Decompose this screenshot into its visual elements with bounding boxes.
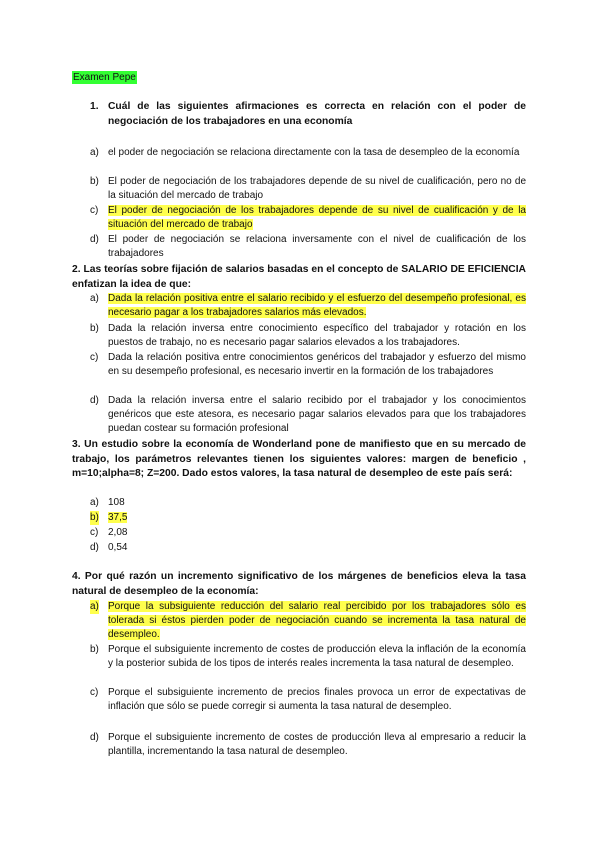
option-letter: b) — [90, 644, 99, 655]
option-text-highlighted: 37,5 — [108, 512, 128, 523]
option-text: El poder de negociación de los trabajadores depende de su nivel de cualificación, pero no de la situación del mercado de trabajo — [108, 176, 526, 202]
q1-option-b — [90, 175, 526, 203]
option-text: 0,54 — [108, 542, 128, 553]
option-letter: a) — [90, 497, 99, 508]
q1-option-a — [90, 146, 526, 160]
option-letter: a) — [90, 293, 99, 304]
option-letter: a) — [90, 600, 99, 614]
option-text: el poder de negociación se relaciona directamente con la tasa de desempleo de la economía — [108, 147, 520, 158]
option-text-highlighted: Dada la relación positiva entre el salario recibido y el esfuerzo del desempeño profesional, es necesario pagar a los trabajadores salarios más elevados. — [108, 293, 526, 319]
q1-option-d — [90, 233, 526, 261]
option-letter: d) — [90, 395, 99, 406]
q2-option-c — [90, 351, 526, 379]
option-letter: b) — [90, 176, 99, 187]
q4-option-b — [90, 643, 526, 671]
option-letter: d) — [90, 542, 99, 553]
option-letter: d) — [90, 732, 99, 743]
question-4: 4. Por qué razón un incremento significativo de los márgenes de beneficios eleva la tasa natural de desempleo de la economía: — [72, 571, 526, 597]
question-1-number: 1. — [90, 101, 99, 112]
q3-option-c — [90, 526, 208, 540]
document-title: Examen Pepe — [73, 72, 136, 83]
question-1 — [90, 100, 526, 129]
q3-option-b — [90, 511, 208, 525]
option-letter: c) — [90, 687, 99, 698]
option-letter: a) — [90, 147, 99, 158]
q3-option-a — [90, 496, 208, 510]
option-letter: b) — [90, 323, 99, 334]
option-text: Dada la relación positiva entre conocimientos genéricos del trabajador y esfuerzo del mismo en su desempeño profesional, es necesario invertir en la formación de los trabajadores — [108, 352, 526, 378]
option-letter: b) — [90, 511, 99, 525]
option-text: Porque el subsiguiente incremento de costes de producción eleva la inflación de la economía y la posterior subida de los tipos de interés reales incrementa la tasa natural de desempleo. — [108, 644, 526, 670]
q4-option-d — [90, 731, 526, 759]
q3-option-d — [90, 541, 208, 555]
option-letter: d) — [90, 234, 99, 245]
question-3: 3. Un estudio sobre la economía de Wonderland pone de manifiesto que en su mercado de trabajo, los parámetros relevantes tienen los siguientes valores: margen de beneficio , m=10;alpha=8; Z=200. Dado estos valores, la tasa natural de desempleo de este país será: — [72, 439, 526, 479]
option-text-highlighted: Porque la subsiguiente reducción del salario real percibido por los trabajadores sólo es tolerada si éstos pierden poder de negociación cuando se incrementa la tasa natural de desempleo. — [108, 601, 526, 641]
option-text: Porque el subsiguiente incremento de precios finales provoca un error de expectativas de inflación que sólo se puede corregir si aumenta la tasa natural de desempleo. — [108, 687, 526, 713]
option-text: 108 — [108, 497, 125, 508]
q4-option-c — [90, 686, 526, 714]
option-letter: c) — [90, 527, 99, 538]
option-text: Porque el subsiguiente incremento de costes de producción lleva al empresario a reducir la plantilla, incrementando la tasa natural de desempleo. — [108, 732, 526, 758]
option-text: 2,08 — [108, 527, 128, 538]
option-text-highlighted: El poder de negociación de los trabajadores depende de su nivel de cualificación y de la situación del mercado de trabajo — [108, 205, 526, 231]
q4-option-a — [90, 600, 526, 643]
option-text: Dada la relación inversa entre conocimiento específico del trabajador y rotación en los puestos de trabajo, no es necesario pagar salarios elevados a los trabajadores. — [108, 323, 526, 349]
option-text: El poder de negociación se relaciona inversamente con el nivel de cualificación de los trabajadores — [108, 234, 526, 260]
q1-option-c — [90, 204, 526, 232]
question-2: 2. Las teorías sobre fijación de salarios basadas en el concepto de SALARIO DE EFICIENCIA enfatizan la idea de que: — [72, 264, 526, 290]
q2-option-a — [90, 292, 526, 320]
q2-option-b — [90, 322, 526, 350]
option-letter: c) — [90, 352, 99, 363]
question-1-text: Cuál de las siguientes afirmaciones es correcta en relación con el poder de negociación de los trabajadores en una economía — [108, 101, 526, 127]
q2-option-d — [90, 394, 526, 437]
option-letter: c) — [90, 205, 99, 216]
option-text: Dada la relación inversa entre el salario recibido por el trabajador y los conocimientos genéricos que este atesora, es necesario pagar salarios elevados para que los trabajadores puedan costear su formación profesional — [108, 395, 526, 435]
